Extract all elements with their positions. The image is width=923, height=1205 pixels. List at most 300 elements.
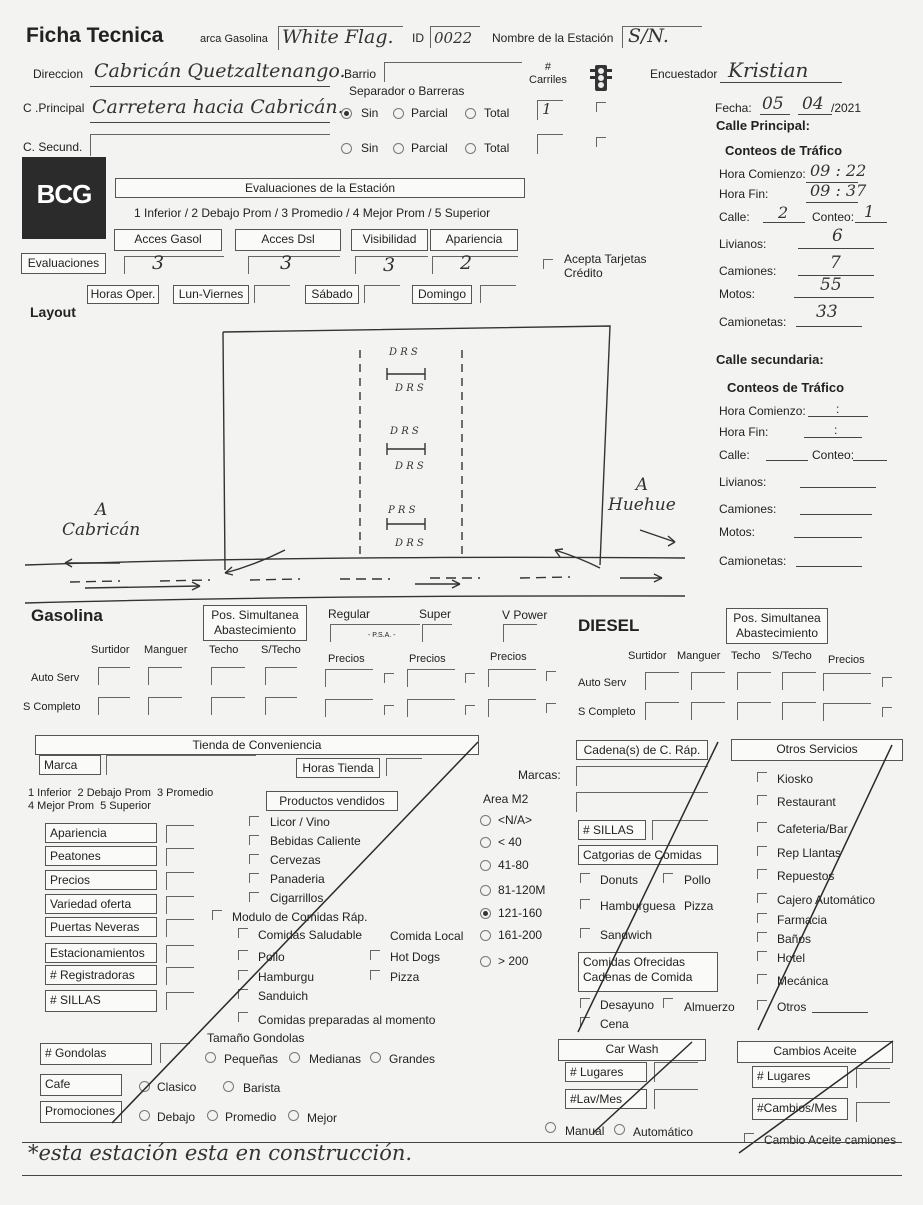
parcial-label-1: Parcial: [411, 106, 448, 120]
car-wash-title: Car Wash: [558, 1039, 706, 1061]
cadena-sillas-field[interactable]: [652, 820, 708, 840]
carriles-label: # Carriles: [529, 61, 567, 86]
pump-label-2: D R S: [395, 383, 424, 394]
barista-radio[interactable]: [223, 1081, 234, 1092]
calle-label: Calle:: [719, 210, 750, 224]
ca-lugares-field[interactable]: [856, 1068, 890, 1088]
dsl-sc-stecho[interactable]: [782, 702, 816, 720]
debajo-radio[interactable]: [139, 1110, 150, 1121]
lun-viernes-button[interactable]: Lun-Viernes: [173, 285, 249, 304]
area-label-120: 81-120M: [498, 883, 546, 897]
farmacia-checkbox[interactable]: [757, 913, 767, 923]
comidas-saludable-label: Comidas Saludable: [258, 928, 363, 942]
comida-local-label: Comida Local: [390, 929, 464, 943]
tienda-sillas-button[interactable]: # SILLAS: [45, 990, 157, 1012]
gas-as-precio-1[interactable]: [325, 669, 373, 687]
parcial-radio-2[interactable]: [393, 143, 404, 154]
dsl-precios-label: Precios: [828, 654, 865, 666]
sabado-button[interactable]: Sábado: [305, 285, 359, 304]
almuerzo-label: Almuerzo: [684, 1000, 735, 1014]
c-principal-label: C .Principal: [23, 101, 85, 115]
marca-label: arca Gasolina: [200, 33, 268, 45]
livianos-label: Livianos:: [719, 237, 767, 251]
domingo-button[interactable]: Domingo: [412, 285, 472, 304]
otros-field[interactable]: [812, 996, 868, 1013]
categorias-title: Catgorias de Comidas: [578, 845, 718, 865]
dsl-techo-label: Techo: [731, 650, 761, 662]
hora-fin-label: Hora Fin:: [719, 187, 769, 201]
acces-dsl-field[interactable]: [248, 256, 340, 274]
sec-livianos-label: Livianos:: [719, 475, 767, 489]
panaderia-label: Panaderia: [270, 872, 325, 886]
restaurant-label: Restaurant: [777, 795, 836, 809]
marcas-label: Marcas:: [518, 768, 561, 782]
grandes-label: Grandes: [389, 1052, 436, 1066]
clasico-radio[interactable]: [139, 1081, 150, 1092]
kiosko-label: Kiosko: [777, 772, 814, 786]
id-label: ID: [412, 31, 424, 45]
dsl-sc-manguer[interactable]: [691, 702, 725, 720]
gondolas-field[interactable]: [160, 1043, 190, 1063]
sin-label-2: Sin: [361, 141, 379, 155]
area-radio-120[interactable]: [480, 885, 491, 896]
fecha-month: 04: [802, 94, 824, 114]
pollo-label: Pollo: [258, 950, 285, 964]
direccion-label: Direccion: [33, 67, 84, 81]
gas-sc-chk-1[interactable]: [384, 705, 394, 715]
area-label-200: 161-200: [498, 928, 543, 942]
cena-label: Cena: [600, 1017, 629, 1031]
medianas-label: Medianas: [309, 1052, 362, 1066]
gas-sc-surtidor[interactable]: [98, 697, 130, 715]
tarjetas-label: Acepta Tarjetas Crédito: [564, 252, 647, 280]
hotel-checkbox[interactable]: [757, 951, 767, 961]
donuts-checkbox[interactable]: [580, 873, 590, 883]
gas-as-surtidor[interactable]: [98, 667, 130, 685]
sanduich-label: Sanduich: [258, 989, 309, 1003]
gas-as-chk-3[interactable]: [546, 671, 556, 681]
cw-lugares-field[interactable]: [654, 1062, 698, 1082]
otros-servicios-title: Otros Servicios: [731, 739, 903, 761]
calle-secundaria-title: Calle secundaria:: [716, 352, 824, 367]
area-radio-40[interactable]: [480, 837, 491, 848]
camiones-aceite-label: Cambio Aceite camiones: [764, 1133, 897, 1147]
sin-radio-1[interactable]: [341, 108, 352, 119]
evaluaciones-scale: 1 Inferior / 2 Debajo Prom / 3 Promedio / 4 Mejor Prom / 5 Superior: [134, 206, 491, 220]
sec-motos-label: Motos:: [719, 525, 756, 539]
psa-label: - P.S.A. -: [368, 632, 396, 639]
bebidas-checkbox[interactable]: [249, 835, 259, 845]
layout-label: Layout: [30, 304, 76, 320]
cervezas-checkbox[interactable]: [249, 854, 259, 864]
estacion-value: S/N.: [628, 25, 669, 47]
tienda-estacionamientos-field[interactable]: [166, 945, 194, 963]
dsl-as-techo[interactable]: [737, 672, 771, 690]
gasolina-title: Gasolina: [31, 606, 103, 625]
sec-hora-comienzo-sep: :: [836, 402, 840, 416]
rep-llantas-label: Rep Llantas: [777, 846, 842, 860]
hora-comienzo-value: 09 : 22: [810, 161, 867, 180]
dsl-as-chk[interactable]: [882, 677, 892, 687]
gas-pos-simultanea-button[interactable]: Pos. Simultanea Abastecimiento: [203, 605, 307, 641]
gas-stecho-label: S/Techo: [261, 644, 301, 656]
hamburguesa-checkbox[interactable]: [580, 899, 590, 909]
cafeteria-checkbox[interactable]: [757, 822, 767, 832]
area-radio-160[interactable]: [480, 908, 491, 919]
area-radio-200[interactable]: [480, 930, 491, 941]
repuestos-checkbox[interactable]: [757, 869, 767, 879]
sec-livianos-field[interactable]: [800, 471, 876, 488]
total-radio-2[interactable]: [465, 143, 476, 154]
sec-hora-fin-label: Hora Fin:: [719, 425, 769, 439]
promedio-radio[interactable]: [207, 1110, 218, 1121]
horas-tienda-field[interactable]: [386, 758, 422, 776]
marcas-field-1[interactable]: [576, 766, 708, 786]
tarjetas-checkbox[interactable]: [543, 259, 553, 269]
horas-tienda-button[interactable]: Horas Tienda: [296, 758, 380, 778]
gas-sc-precio-1[interactable]: [325, 699, 373, 717]
restaurant-checkbox[interactable]: [757, 795, 767, 805]
camionetas-label: Camionetas:: [719, 315, 787, 329]
cadena-sillas-button[interactable]: # SILLAS: [578, 820, 646, 840]
pizza-cadena-label: Pizza: [684, 899, 714, 913]
dsl-sc-surtidor[interactable]: [645, 702, 679, 720]
ca-cambios-field[interactable]: [856, 1102, 890, 1122]
ca-lugares-button[interactable]: # Lugares: [752, 1066, 848, 1088]
domingo-field[interactable]: [480, 285, 516, 303]
sec-conteo-field[interactable]: [853, 444, 887, 461]
gas-as-chk-2[interactable]: [465, 673, 475, 683]
sandwich-label: Sandwich: [600, 928, 653, 942]
super-field[interactable]: [422, 624, 452, 642]
conteos-sec-title: Conteos de Tráfico: [727, 380, 845, 395]
preparadas-label: Comidas preparadas al momento: [258, 1013, 436, 1027]
cw-lugares-button[interactable]: # Lugares: [565, 1062, 647, 1082]
apariencia-button[interactable]: Apariencia: [430, 229, 518, 251]
hora-fin-value: 09 : 37: [810, 181, 867, 200]
gas-surtidor-label: Surtidor: [91, 644, 130, 656]
sec-camiones-field[interactable]: [800, 498, 872, 515]
pump-label-6: D R S: [395, 538, 424, 549]
lun-viernes-field[interactable]: [254, 285, 290, 303]
hotdogs-checkbox[interactable]: [370, 950, 380, 960]
repuestos-label: Repuestos: [777, 869, 835, 883]
gondolas-button[interactable]: # Gondolas: [40, 1043, 152, 1065]
cabrican-direction: A Cabricán: [62, 500, 141, 540]
checkbox-secundaria[interactable]: [596, 137, 606, 147]
area-label-40: < 40: [498, 835, 522, 849]
pollo-cadena-label: Pollo: [684, 873, 711, 887]
sec-motos-field[interactable]: [794, 521, 862, 538]
conteo-value: 1: [864, 202, 875, 221]
automatico-radio[interactable]: [614, 1124, 625, 1135]
visibilidad-value: 3: [383, 254, 396, 276]
conteo-label: Conteo:: [812, 210, 855, 224]
apariencia-value: 2: [460, 252, 473, 274]
tienda-puertas-field[interactable]: [166, 919, 194, 937]
visibilidad-button[interactable]: Visibilidad: [351, 229, 428, 251]
hamburguesa-label: Hamburguesa: [600, 899, 676, 913]
pequenas-radio[interactable]: [205, 1052, 216, 1063]
cajero-label: Cajero Automático: [777, 893, 876, 907]
sec-camiones-label: Camiones:: [719, 502, 777, 516]
acces-gasol-field[interactable]: [124, 256, 224, 274]
bebidas-label: Bebidas Caliente: [270, 834, 361, 848]
banos-label: Baños: [777, 932, 812, 946]
c-secund-field[interactable]: [90, 134, 330, 156]
direccion-value: Cabricán Quetzaltenango.: [94, 60, 346, 82]
area-radio-80[interactable]: [480, 860, 491, 871]
tienda-precios-button[interactable]: Precios: [45, 870, 157, 890]
diesel-title: DIESEL: [578, 616, 640, 635]
total-label-1: Total: [484, 106, 510, 120]
carriles-field-2[interactable]: [537, 134, 563, 154]
cafe-button[interactable]: Cafe: [40, 1074, 122, 1096]
gas-sc-precio-2[interactable]: [407, 699, 455, 717]
parcial-radio-1[interactable]: [393, 108, 404, 119]
gas-sc-techo[interactable]: [211, 697, 245, 715]
tienda-marca-field[interactable]: [106, 755, 256, 775]
gas-precios-label-3: Precios: [490, 651, 527, 663]
rep-llantas-checkbox[interactable]: [757, 846, 767, 856]
fecha-label: Fecha:: [715, 101, 752, 115]
sec-camionetas-field[interactable]: [796, 550, 862, 567]
form-title: Ficha Tecnica: [26, 24, 164, 47]
mecanica-checkbox[interactable]: [757, 974, 767, 984]
cervezas-label: Cervezas: [270, 853, 321, 867]
c-secund-label: C. Secund.: [23, 140, 83, 154]
area-radio-na[interactable]: [480, 815, 491, 826]
sin-radio-2[interactable]: [341, 143, 352, 154]
area-label-160: 121-160: [498, 906, 543, 920]
dsl-sc-chk[interactable]: [882, 707, 892, 717]
cw-lav-button[interactable]: #Lav/Mes: [565, 1089, 647, 1109]
area-title: Area M2: [483, 792, 529, 806]
camiones-label: Camiones:: [719, 264, 777, 278]
clasico-label: Clasico: [157, 1080, 197, 1094]
acces-dsl-button[interactable]: Acces Dsl: [235, 229, 341, 251]
grandes-radio[interactable]: [370, 1052, 381, 1063]
panaderia-checkbox[interactable]: [249, 873, 259, 883]
cajero-checkbox[interactable]: [757, 893, 767, 903]
tienda-scale: 1 Inferior 2 Debajo Prom 3 Promedio 4 Mejor Prom 5 Superior: [28, 787, 214, 812]
licor-checkbox[interactable]: [249, 816, 259, 826]
pollo-checkbox[interactable]: [238, 950, 248, 960]
barrio-label: Barrio: [344, 67, 377, 81]
sec-conteo-label: Conteo:: [812, 448, 855, 462]
sandwich-checkbox[interactable]: [580, 928, 590, 938]
regular-label: Regular: [328, 607, 371, 621]
tienda-precios-field[interactable]: [166, 872, 194, 890]
sec-calle-label: Calle:: [719, 448, 750, 462]
sec-hora-fin-field[interactable]: [804, 421, 862, 438]
almuerzo-checkbox[interactable]: [663, 998, 673, 1008]
pollo-cadena-checkbox[interactable]: [663, 873, 673, 883]
sanduich-checkbox[interactable]: [238, 989, 248, 999]
gas-as-techo[interactable]: [211, 667, 245, 685]
desayuno-checkbox[interactable]: [580, 998, 590, 1008]
gas-as-stecho[interactable]: [265, 667, 297, 685]
barista-label: Barista: [243, 1081, 281, 1095]
area-label-na: <N/A>: [498, 813, 533, 827]
tienda-apariencia-button[interactable]: Apariencia: [45, 823, 157, 843]
fecha-day: 05: [762, 94, 784, 114]
total-radio-1[interactable]: [465, 108, 476, 119]
dsl-surtidor-label: Surtidor: [628, 650, 667, 662]
modulo-label: Modulo de Comidas Ráp.: [232, 910, 368, 924]
parcial-label-2: Parcial: [411, 141, 448, 155]
dsl-scompleto-label: S Completo: [578, 706, 636, 718]
tienda-registradoras-field[interactable]: [166, 967, 194, 985]
traffic-light-icon: [588, 64, 614, 94]
dsl-sc-precio[interactable]: [823, 703, 871, 721]
gas-techo-label: Techo: [209, 644, 239, 656]
vpower-field[interactable]: [503, 624, 537, 642]
pump-label-4: D R S: [395, 461, 424, 472]
preparadas-checkbox[interactable]: [238, 1012, 248, 1022]
pizza-checkbox[interactable]: [370, 970, 380, 980]
mecanica-label: Mecánica: [777, 974, 829, 988]
apariencia-field[interactable]: [432, 256, 518, 274]
tienda-marca-button[interactable]: Marca: [39, 755, 101, 775]
gas-scompleto-label: S Completo: [23, 701, 81, 713]
gas-manguer-label: Manguer: [144, 644, 188, 656]
mejor-radio[interactable]: [288, 1110, 299, 1121]
banos-checkbox[interactable]: [757, 932, 767, 942]
motos-label: Motos:: [719, 287, 756, 301]
tienda-peatones-field[interactable]: [166, 848, 194, 866]
tienda-registradoras-button[interactable]: # Registradoras: [45, 965, 157, 985]
acces-gasol-button[interactable]: Acces Gasol: [114, 229, 222, 251]
gas-autoserv-label: Auto Serv: [31, 672, 80, 684]
pizza-label: Pizza: [390, 970, 420, 984]
barrio-field[interactable]: [384, 62, 522, 82]
farmacia-label: Farmacia: [777, 913, 828, 927]
marcas-field-2[interactable]: [576, 792, 708, 812]
total-label-2: Total: [484, 141, 510, 155]
automatico-label: Automático: [633, 1125, 694, 1139]
debajo-label: Debajo: [157, 1110, 196, 1124]
cw-lav-field[interactable]: [654, 1089, 698, 1109]
livianos-value: 6: [832, 226, 843, 246]
modulo-checkbox[interactable]: [212, 910, 222, 920]
cadena-title: Cadena(s) de C. Ráp.: [576, 740, 708, 760]
pump-label-5: P R S: [388, 505, 416, 516]
area-label-80: 41-80: [498, 858, 529, 872]
note-text: *esta estación esta en construcción.: [28, 1141, 413, 1165]
comidas-saludable-checkbox[interactable]: [238, 928, 248, 938]
separador-label: Separador o Barreras: [349, 84, 465, 98]
sec-hora-comienzo-label: Hora Comienzo:: [719, 404, 806, 418]
gas-sc-chk-3[interactable]: [546, 703, 556, 713]
dsl-manguer-label: Manguer: [677, 650, 721, 662]
hamburgu-label: Hamburgu: [258, 970, 315, 984]
tienda-title: Tienda de Conveniencia: [35, 735, 479, 755]
bcg-logo: [22, 157, 106, 239]
logo-text: BCG: [36, 179, 92, 209]
dsl-stecho-label: S/Techo: [772, 650, 812, 662]
tienda-peatones-button[interactable]: Peatones: [45, 846, 157, 866]
gas-as-chk-1[interactable]: [384, 673, 394, 683]
hotdogs-label: Hot Dogs: [390, 950, 441, 964]
tienda-puertas-button[interactable]: Puertas Neveras: [45, 917, 157, 937]
dsl-sc-techo[interactable]: [737, 702, 771, 720]
tam-gondolas-label: Tamaño Gondolas: [207, 1031, 305, 1045]
gas-sc-manguer[interactable]: [148, 697, 182, 715]
area-label-over200: > 200: [498, 954, 529, 968]
horas-oper-button[interactable]: Horas Oper.: [87, 285, 159, 304]
gas-sc-precio-3[interactable]: [488, 699, 536, 717]
acces-gasol-value: 3: [152, 252, 165, 274]
manual-radio[interactable]: [545, 1122, 556, 1133]
cigarrillos-label: Cigarrillos: [270, 891, 324, 905]
gas-precios-label-2: Precios: [409, 653, 446, 665]
layout-sketch: [20, 320, 690, 610]
conteos-title: Conteos de Tráfico: [725, 143, 843, 158]
fecha-year: /2021: [831, 101, 862, 115]
cafeteria-label: Cafeteria/Bar: [777, 822, 848, 836]
gas-as-precio-2[interactable]: [407, 669, 455, 687]
mejor-label: Mejor: [307, 1111, 338, 1125]
sabado-field[interactable]: [364, 285, 400, 303]
id-value: 0022: [434, 29, 473, 47]
ca-cambios-button[interactable]: #Cambios/Mes: [752, 1098, 848, 1120]
cigarrillos-checkbox[interactable]: [249, 892, 259, 902]
cambios-aceite-title: Cambios Aceite: [737, 1041, 893, 1063]
otros-checkbox[interactable]: [757, 1000, 767, 1010]
gas-as-precio-3[interactable]: [488, 669, 536, 687]
promociones-button[interactable]: Promociones: [40, 1101, 122, 1123]
donuts-label: Donuts: [600, 873, 639, 887]
productos-vendidos-title: Productos vendidos: [266, 791, 398, 811]
c-principal-value: Carretera hacia Cabricán.: [92, 96, 344, 118]
checkbox-principal[interactable]: [596, 102, 606, 112]
comidas-ofrecidas-title: Comidas Ofrecidas Cadenas de Comida: [578, 952, 718, 992]
hora-comienzo-label: Hora Comienzo:: [719, 167, 806, 181]
cena-checkbox[interactable]: [580, 1017, 590, 1027]
area-radio-over200[interactable]: [480, 956, 491, 967]
dsl-as-precio[interactable]: [823, 673, 871, 691]
dsl-as-stecho[interactable]: [782, 672, 816, 690]
pump-label-1: D R S: [389, 347, 418, 358]
licor-label: Licor / Vino: [270, 815, 330, 829]
gas-sc-stecho[interactable]: [265, 697, 297, 715]
sec-hora-fin-sep: :: [834, 423, 838, 437]
tienda-variedad-button[interactable]: Variedad oferta: [45, 894, 157, 914]
camiones-value: 7: [830, 253, 841, 273]
huehue-direction: A Huehue: [608, 475, 676, 515]
tienda-variedad-field[interactable]: [166, 896, 194, 914]
evaluaciones-title: Evaluaciones de la Estación: [115, 178, 525, 198]
dsl-as-surtidor[interactable]: [645, 672, 679, 690]
evaluaciones-button[interactable]: Evaluaciones: [21, 253, 106, 274]
dsl-pos-simultanea-button[interactable]: Pos. Simultanea Abastecimiento: [726, 608, 828, 644]
medianas-radio[interactable]: [289, 1052, 300, 1063]
tienda-sillas-field[interactable]: [166, 992, 194, 1010]
gas-as-manguer[interactable]: [148, 667, 182, 685]
kiosko-checkbox[interactable]: [757, 772, 767, 782]
gas-sc-chk-2[interactable]: [465, 705, 475, 715]
tienda-apariencia-field[interactable]: [166, 825, 194, 843]
calle-principal-title: Calle Principal:: [716, 118, 810, 133]
tienda-estacionamientos-button[interactable]: Estacionamientos: [45, 943, 157, 963]
desayuno-label: Desayuno: [600, 998, 655, 1012]
dsl-as-manguer[interactable]: [691, 672, 725, 690]
gas-precios-label-1: Precios: [328, 653, 365, 665]
hamburgu-checkbox[interactable]: [238, 970, 248, 980]
calle-value: 2: [778, 203, 789, 222]
sec-calle-field[interactable]: [766, 444, 808, 461]
